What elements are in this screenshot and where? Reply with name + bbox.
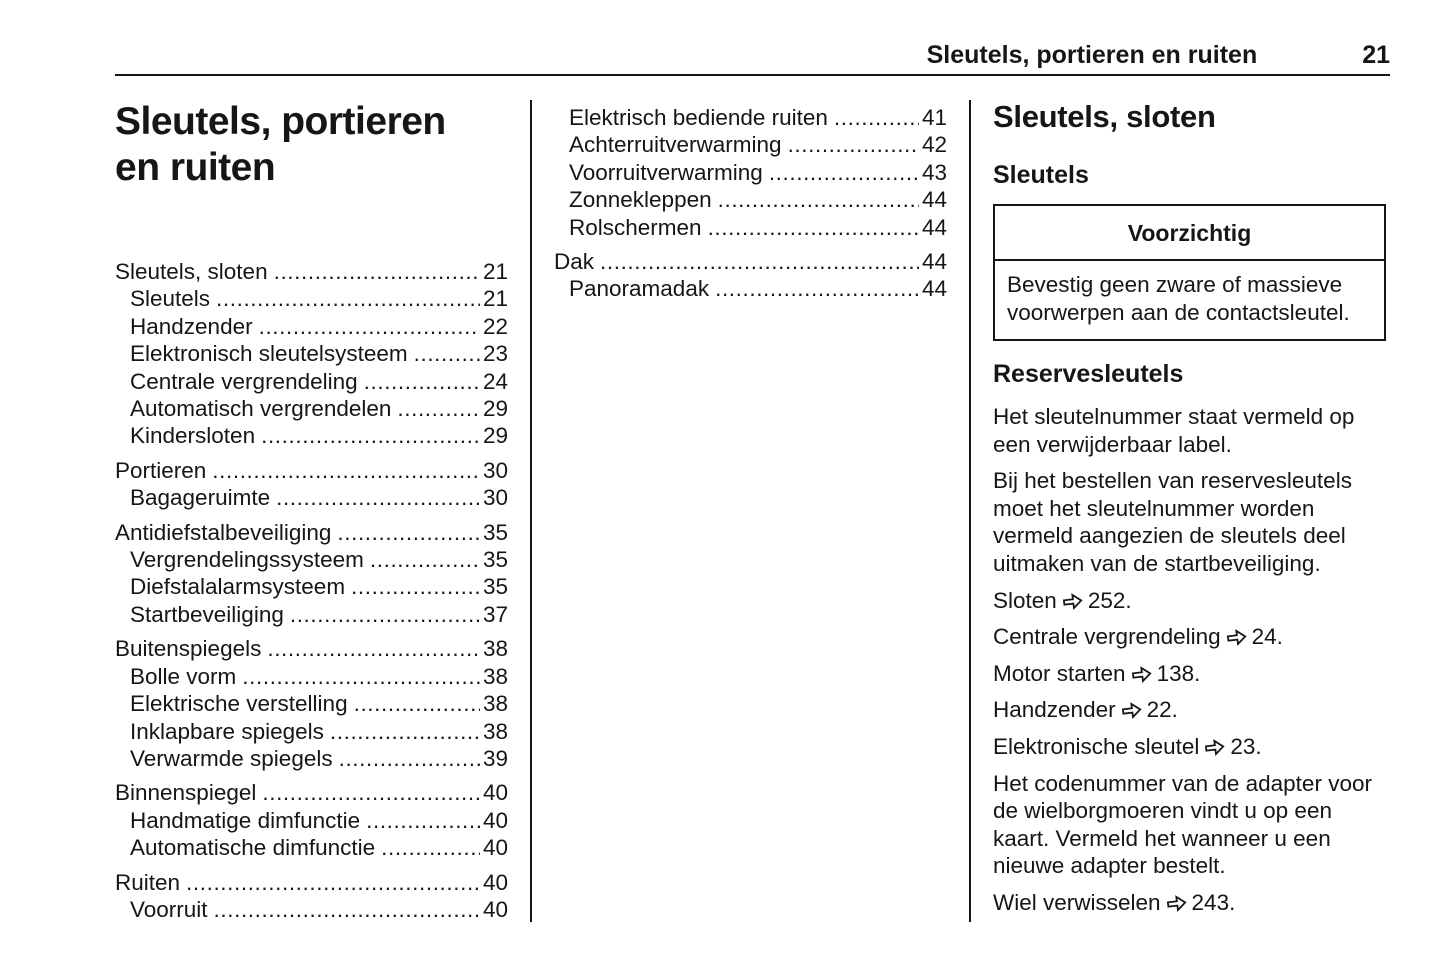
dot-leader xyxy=(337,519,480,546)
column-divider xyxy=(530,100,532,922)
toc-entry-label: Sleutels xyxy=(130,286,211,312)
toc-entry-label: Ruiten xyxy=(115,869,181,895)
toc-entry-page: 29 xyxy=(482,396,508,422)
toc-entry xyxy=(115,457,508,484)
section-title: Sleutels, sloten xyxy=(993,99,1216,134)
reference-arrow-icon xyxy=(1203,732,1227,762)
toc-entry-page: 30 xyxy=(482,485,508,511)
toc-entry-label: Handzender xyxy=(130,313,253,339)
chapter-title-line-1: Sleutels, portieren xyxy=(115,100,446,143)
toc-entry-page: 44 xyxy=(921,187,947,213)
dot-leader xyxy=(259,313,480,340)
toc-entry-label: Voorruitverwarming xyxy=(569,159,763,185)
toc-entry xyxy=(115,519,508,546)
cross-reference xyxy=(993,889,1386,917)
toc-list-middle xyxy=(554,104,947,303)
caution-box xyxy=(993,204,1386,341)
column-gutter xyxy=(947,98,993,922)
toc-entry xyxy=(115,422,508,449)
reference-arrow-icon xyxy=(1060,585,1084,615)
caution-box-body: Bevestig geen zware of massieve voorwerpen aan de contactsleutel. xyxy=(1007,272,1350,325)
toc-entry-label: Buitenspiegels xyxy=(115,636,262,662)
reference-arrow-icon xyxy=(1164,888,1188,918)
toc-entry-label: Diefstalalarmsysteem xyxy=(130,574,346,600)
toc-entry xyxy=(554,131,947,158)
toc-entry-label: Vergrendelingssysteem xyxy=(130,547,364,573)
reference-page: 252. xyxy=(1087,587,1132,613)
toc-column-left xyxy=(115,98,508,923)
toc-entry xyxy=(115,834,508,861)
dot-leader xyxy=(351,573,480,600)
toc-entry-label: Panoramadak xyxy=(569,276,710,302)
dot-leader xyxy=(267,635,480,662)
reference-page: 23. xyxy=(1230,733,1262,759)
dot-leader xyxy=(186,869,480,896)
dot-leader xyxy=(216,285,480,312)
dot-leader xyxy=(274,258,480,285)
toc-entry xyxy=(554,275,947,302)
reference-label: Sloten xyxy=(993,587,1057,613)
dot-leader xyxy=(769,159,919,186)
reference-label: Elektronische sleutel xyxy=(993,733,1200,759)
cross-reference xyxy=(993,623,1386,651)
toc-entry xyxy=(115,258,508,285)
body-paragraph: Het sleutelnummer staat vermeld op een verwijderbaar label. xyxy=(993,404,1355,457)
header-rule xyxy=(115,74,1390,76)
toc-entry xyxy=(115,745,508,772)
toc-entry-label: Voorruit xyxy=(130,896,208,922)
toc-entry-label: Binnenspiegel xyxy=(115,780,257,806)
reference-arrow-icon xyxy=(1129,659,1153,689)
toc-entry-page: 38 xyxy=(482,691,508,717)
body-paragraph: Het codenummer van de adapter voor de wielborgmoeren vindt u op een kaart. Vermeld het wanneer u een nieuwe adapter bestelt. xyxy=(993,770,1372,879)
toc-entry-label: Zonnekleppen xyxy=(569,187,712,213)
toc-entry-page: 44 xyxy=(921,276,947,302)
subsection-title: Sleutels xyxy=(993,161,1089,189)
dot-leader xyxy=(718,186,919,213)
dot-leader xyxy=(788,131,919,158)
cross-reference xyxy=(993,696,1386,724)
page-header xyxy=(115,0,1390,76)
toc-entry xyxy=(115,395,508,422)
content-columns xyxy=(115,98,1390,926)
toc-entry xyxy=(115,573,508,600)
toc-entry xyxy=(115,635,508,662)
chapter-title xyxy=(115,99,508,191)
toc-entry-page: 24 xyxy=(482,368,508,394)
toc-entry xyxy=(115,718,508,745)
dot-leader xyxy=(214,896,480,923)
dot-leader xyxy=(708,214,919,241)
toc-entry xyxy=(115,313,508,340)
toc-entry-label: Automatische dimfunctie xyxy=(130,835,376,861)
toc-entry xyxy=(115,546,508,573)
toc-list-left xyxy=(115,258,508,923)
toc-entry-page: 40 xyxy=(482,835,508,861)
toc-entry xyxy=(115,779,508,806)
reference-page: 24. xyxy=(1251,624,1283,650)
toc-entry-label: Rolschermen xyxy=(569,214,702,240)
toc-entry-page: 44 xyxy=(921,249,947,275)
dot-leader xyxy=(414,340,480,367)
toc-entry-page: 21 xyxy=(482,259,508,284)
toc-entry xyxy=(115,285,508,312)
dot-leader xyxy=(834,104,919,131)
toc-entry xyxy=(554,186,947,213)
toc-entry-page: 30 xyxy=(482,457,508,483)
toc-entry-label: Handmatige dimfunctie xyxy=(130,807,361,833)
reference-page: 22. xyxy=(1146,697,1178,723)
reference-arrow-icon xyxy=(1119,695,1143,725)
toc-entry-page: 39 xyxy=(482,745,508,771)
toc-entry-page: 44 xyxy=(921,214,947,240)
toc-entry xyxy=(115,869,508,896)
dot-leader xyxy=(600,248,919,275)
toc-entry xyxy=(554,248,947,275)
toc-entry-label: Verwarmde spiegels xyxy=(130,745,333,771)
running-header-title: Sleutels, portieren en ruiten xyxy=(926,41,1258,69)
dot-leader xyxy=(290,601,480,628)
dot-leader xyxy=(381,834,480,861)
toc-entry-page: 40 xyxy=(482,780,508,806)
toc-entry-label: Elektrische verstelling xyxy=(130,691,348,717)
toc-entry-page: 35 xyxy=(482,547,508,573)
column-gutter xyxy=(508,98,554,922)
dot-leader xyxy=(261,422,480,449)
toc-entry xyxy=(115,807,508,834)
toc-entry-page: 40 xyxy=(482,896,508,922)
column-divider xyxy=(969,100,971,922)
reference-label: Handzender xyxy=(993,697,1116,723)
dot-leader xyxy=(397,395,480,422)
toc-entry xyxy=(554,214,947,241)
cross-reference xyxy=(993,587,1386,615)
dot-leader xyxy=(276,484,480,511)
reference-label: Wiel verwisselen xyxy=(993,889,1161,915)
dot-leader xyxy=(715,275,919,302)
toc-entry-page: 29 xyxy=(482,423,508,449)
toc-entry-label: Achterruitverwarming xyxy=(569,132,782,158)
toc-entry xyxy=(554,104,947,131)
toc-entry xyxy=(115,690,508,717)
dot-leader xyxy=(339,745,480,772)
dot-leader xyxy=(370,546,480,573)
toc-entry-label: Bagageruimte xyxy=(130,485,271,511)
dot-leader xyxy=(330,718,480,745)
toc-entry-page: 38 xyxy=(482,636,508,662)
toc-entry xyxy=(115,340,508,367)
toc-entry-page: 40 xyxy=(482,807,508,833)
dot-leader xyxy=(212,457,480,484)
toc-entry-label: Elektrisch bediende ruiten xyxy=(569,105,828,130)
toc-entry-page: 40 xyxy=(482,869,508,895)
toc-entry-label: Sleutels, sloten xyxy=(115,259,268,284)
toc-entry-label: Startbeveiliging xyxy=(130,601,284,627)
cross-reference xyxy=(993,660,1386,688)
dot-leader xyxy=(242,663,480,690)
content-column-right xyxy=(993,98,1386,926)
dot-leader xyxy=(262,779,480,806)
toc-entry xyxy=(554,159,947,186)
toc-entry-label: Elektronisch sleutelsysteem xyxy=(130,341,408,367)
toc-entry-label: Inklapbare spiegels xyxy=(130,718,324,744)
chapter-title-line-2: en ruiten xyxy=(115,146,276,189)
cross-reference xyxy=(993,733,1386,761)
toc-entry-page: 42 xyxy=(921,132,947,158)
toc-entry-page: 22 xyxy=(482,313,508,339)
toc-entry xyxy=(115,601,508,628)
toc-entry-page: 35 xyxy=(482,574,508,600)
header-page-number: 21 xyxy=(1362,41,1390,69)
toc-column-middle xyxy=(554,98,947,303)
dot-leader xyxy=(354,690,480,717)
toc-entry-label: Bolle vorm xyxy=(130,663,237,689)
toc-entry-page: 23 xyxy=(482,341,508,367)
toc-entry-page: 21 xyxy=(482,286,508,312)
reference-label: Centrale vergrendeling xyxy=(993,624,1221,650)
running-header xyxy=(115,0,1390,68)
toc-entry-label: Antidiefstalbeveiliging xyxy=(115,519,332,545)
reference-label: Motor starten xyxy=(993,660,1126,686)
body-paragraph: Bij het bestellen van reservesleutels moet het sleutelnummer worden vermeld aangezien de sleutels deel uitmaken van de startbeveiliging. xyxy=(993,468,1352,576)
toc-entry xyxy=(115,484,508,511)
toc-entry-page: 38 xyxy=(482,663,508,689)
toc-entry-label: Automatisch vergrendelen xyxy=(130,396,392,422)
toc-entry-label: Dak xyxy=(554,249,595,275)
toc-entry-page: 41 xyxy=(921,105,947,130)
toc-entry-page: 37 xyxy=(482,601,508,627)
toc-entry-label: Centrale vergrendeling xyxy=(130,368,358,394)
toc-entry-label: Kindersloten xyxy=(130,423,256,449)
dot-leader xyxy=(366,807,480,834)
toc-entry xyxy=(115,663,508,690)
body-blocks xyxy=(993,403,1386,917)
reference-page: 138. xyxy=(1156,660,1201,686)
toc-entry-page: 43 xyxy=(921,159,947,185)
dot-leader xyxy=(364,368,480,395)
toc-entry-page: 38 xyxy=(482,718,508,744)
reference-arrow-icon xyxy=(1224,622,1248,652)
toc-entry-label: Portieren xyxy=(115,457,207,483)
toc-entry xyxy=(115,368,508,395)
toc-entry-page: 35 xyxy=(482,519,508,545)
caution-box-title: Voorzichtig xyxy=(995,206,1384,261)
toc-entry xyxy=(115,896,508,923)
reference-page: 243. xyxy=(1191,889,1236,915)
subheading-reservesleutels: Reservesleutels xyxy=(993,360,1184,388)
